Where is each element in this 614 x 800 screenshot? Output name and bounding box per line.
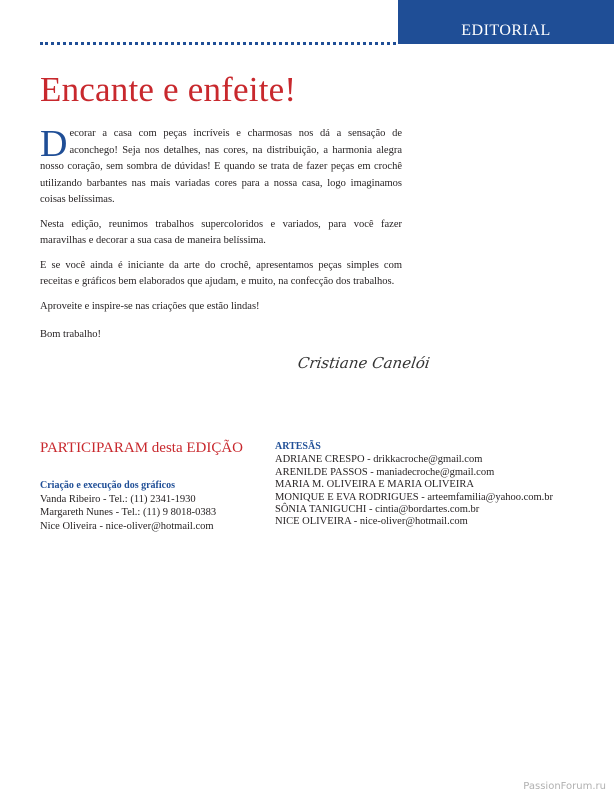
artisan-line: SÔNIA TANIGUCHI - cintia@bordartes.com.br bbox=[275, 504, 480, 516]
participants-title: PARTICIPARAM desta EDIÇÃO bbox=[40, 440, 244, 456]
artisan-line: MARIA M. OLIVEIRA E MARIA OLIVEIRA bbox=[275, 479, 474, 491]
artisan-line: MONIQUE E EVA RODRIGUES - arteemfamilia@yahoo.com.br bbox=[275, 491, 554, 503]
graphics-credits bbox=[40, 479, 216, 533]
paragraph-1-text: ecorar a casa com peças incríveis e charmosas nos dá a sensação de aconchego! Seja nos detalhes, nas cores, na distribuição, a harmonia alegra nosso coração, sem sombra de dúvidas! E quando se trata de fazer peças em crochê utilizando barbantes nas mais variadas cores para a nossa casa, logo imaginamos coisas belíssimas. bbox=[40, 128, 402, 205]
credit-line: Nice Oliveira - nice-oliver@hotmail.com bbox=[40, 520, 214, 532]
paragraph-4: Aproveite e inspire-se nas criações que estão lindas! bbox=[40, 300, 260, 312]
artisan-line: ADRIANE CRESPO - drikkacroche@gmail.com bbox=[275, 454, 483, 466]
dotted-divider bbox=[40, 42, 396, 45]
section-tab bbox=[398, 0, 614, 44]
artisans-list bbox=[275, 441, 553, 529]
paragraph-2: Nesta edição, reunimos trabalhos supercoloridos e variados, para você fazer maravilhas e decorar a sua casa de maneira belíssima. bbox=[40, 218, 402, 246]
artisan-line: NICE OLIVEIRA - nice-oliver@hotmail.com bbox=[275, 516, 468, 528]
artisans-heading: ARTESÃS bbox=[275, 441, 321, 452]
article-title: Encante e enfeite! bbox=[40, 70, 297, 109]
credit-line: Margareth Nunes - Tel.: (11) 9 8018-0383 bbox=[40, 507, 217, 518]
article-body bbox=[40, 123, 402, 352]
paragraph-1 bbox=[40, 123, 402, 209]
watermark: PassionForum.ru bbox=[523, 781, 606, 792]
section-label: EDITORIAL bbox=[461, 22, 551, 39]
drop-cap: D bbox=[40, 123, 68, 165]
artisan-line: ARENILDE PASSOS - maniadecroche@gmail.com bbox=[275, 466, 495, 478]
graphics-heading: Criação e execução dos gráficos bbox=[40, 480, 175, 491]
paragraph-3: E se você ainda é iniciante da arte do crochê, apresentamos peças simples com receitas e gráficos bem elaborados que ajudam, e muito, na confecção dos trabalhos. bbox=[40, 259, 402, 287]
credit-line: Vanda Ribeiro - Tel.: (11) 2341-1930 bbox=[40, 493, 196, 505]
closing-line: Bom trabalho! bbox=[40, 329, 101, 340]
signature: Cristiane Canelói bbox=[296, 354, 432, 372]
